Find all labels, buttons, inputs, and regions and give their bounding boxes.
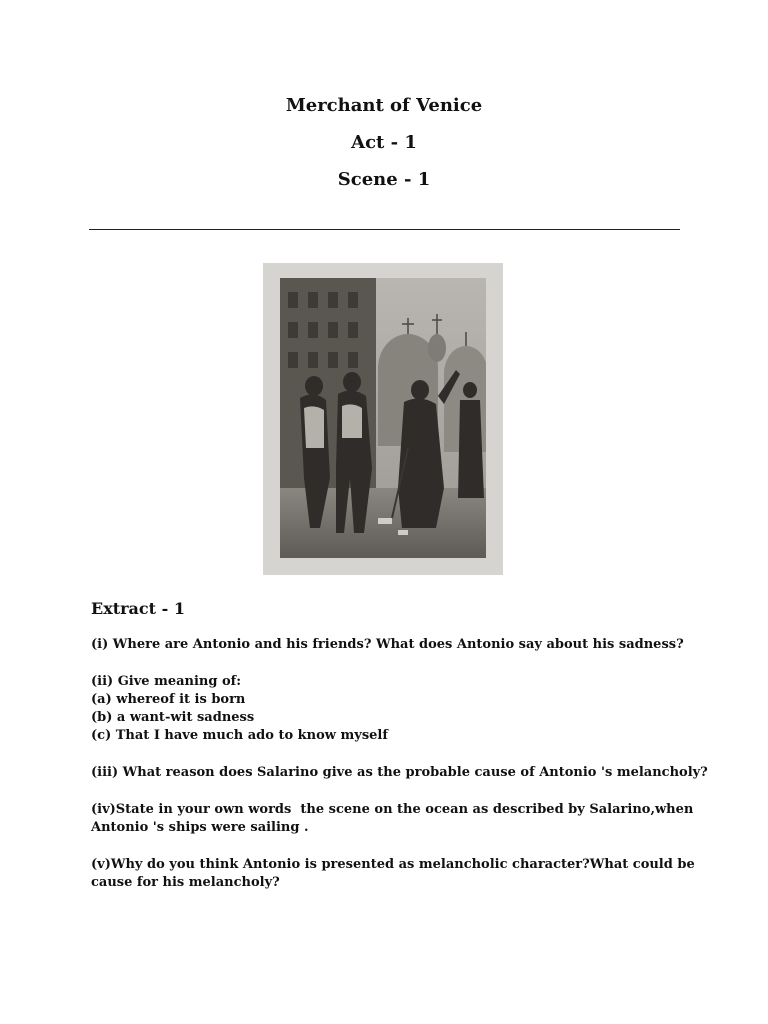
question-5-line-1: (v)Why do you think Antonio is presented as melancholic character?What could be [91,857,695,872]
question-3 [91,764,708,782]
extract-section [91,598,708,911]
engraving-illustration [263,263,503,575]
question-4-line-1: (iv)State in your own words the scene on the ocean as described by Salarino,when [91,802,694,817]
question-3-text: (iii) What reason does Salarino give as the probable cause of Antonio 's melancholy? [91,765,708,780]
question-2-part-c: (c) That I have much ado to know myself [91,728,388,743]
document-title: Merchant of Venice [285,95,483,116]
question-5 [91,856,695,892]
question-2-part-b: (b) a want-wit sadness [91,710,255,725]
scene-label: Scene - 1 [337,169,431,190]
question-2-intro: (ii) Give meaning of: [91,674,242,689]
extract-heading: Extract - 1 [91,599,185,618]
question-5-line-2: cause for his melancholy? [91,875,280,890]
question-4 [91,801,694,837]
act-label: Act - 1 [351,132,417,153]
document-header [0,92,768,203]
question-1-text: (i) Where are Antonio and his friends? What does Antonio say about his sadness? [91,637,684,652]
engraving-scene [280,278,486,558]
question-1 [91,636,691,654]
question-2 [91,673,691,745]
horizontal-divider [89,229,680,230]
question-4-line-2: Antonio 's ships were sailing . [91,820,309,835]
question-2-part-a: (a) whereof it is born [91,692,246,707]
